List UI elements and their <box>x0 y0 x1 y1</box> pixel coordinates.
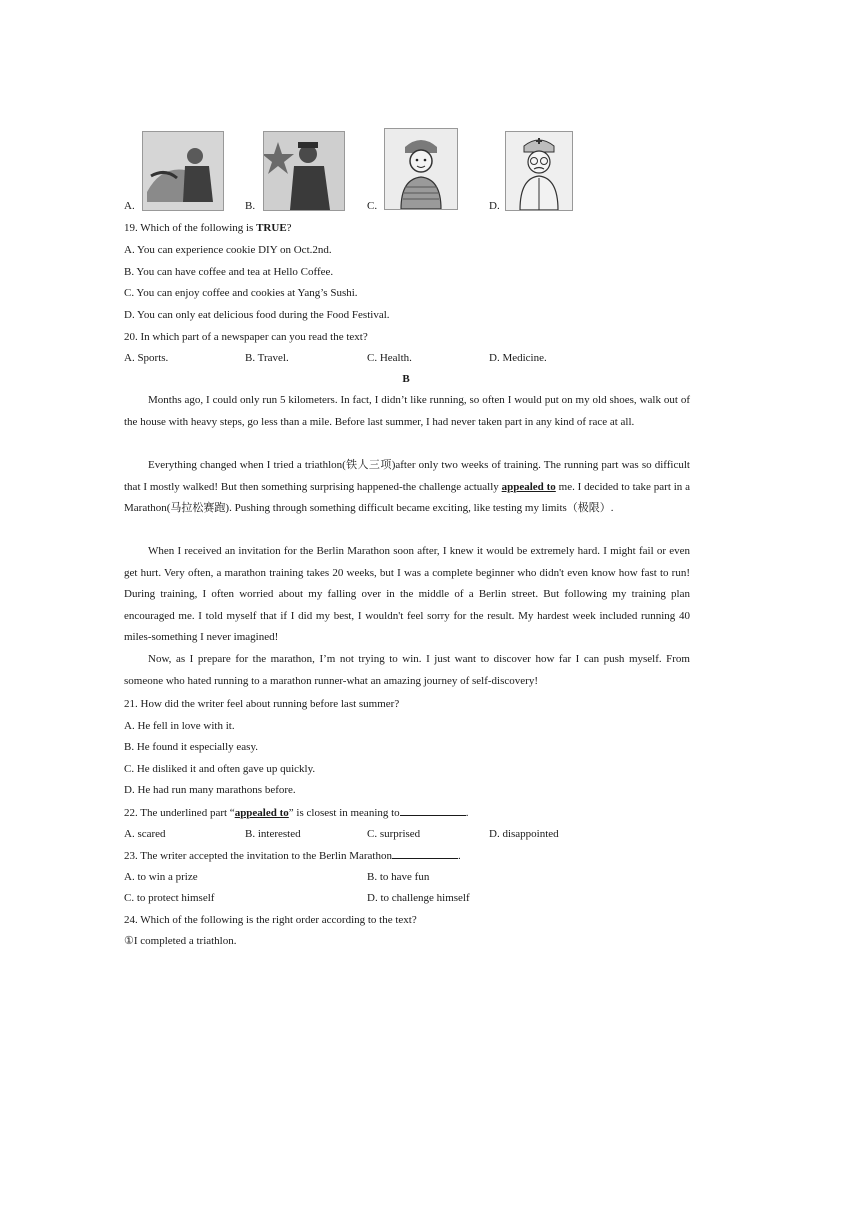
picture-c-label: C. <box>367 200 378 212</box>
q23-option-a: A. to win a prize <box>124 871 198 883</box>
question-22: 22. The underlined part “appealed to” is closest in meaning to . <box>124 807 469 819</box>
q20-option-a: A. Sports. <box>124 352 169 364</box>
q21-option-d: D. He had run many marathons before. <box>124 784 296 796</box>
girl-with-cap-illustration-icon <box>385 129 457 209</box>
answer-blank <box>392 848 458 859</box>
q22-option-d: D. disappointed <box>489 828 559 840</box>
passage-paragraph-4: Now, as I prepare for the marathon, I’m not trying to win. I just want to discover how far I can push myself. From someone who hated running to a marathon runner-what an amazing journey of self-discovery! <box>124 653 690 687</box>
q21-option-a: A. He fell in love with it. <box>124 720 235 732</box>
picture-d-label: D. <box>489 200 500 212</box>
picture-b-label: B. <box>245 200 256 212</box>
q24-item-1: ①I completed a triathlon. <box>124 935 237 947</box>
q22-option-b: B. interested <box>245 828 301 840</box>
picture-a-label: A. <box>124 200 135 212</box>
q22-option-c: C. surprised <box>367 828 421 840</box>
doctor-illustration-icon <box>506 132 572 210</box>
picture-a <box>142 131 224 211</box>
passage-paragraph-2: Everything changed when I tried a triathlon(铁人三项)after only two weeks of training. The running part was so difficult that I mostly walked! But then something surprising happened-the challenge actually appealed to me. I decided to take part in a Marathon(马拉松赛跑). Pushing through something difficult became exciting, like testing my limits（极限）. <box>124 459 690 515</box>
q19-option-a: A. You can experience cookie DIY on Oct.2nd. <box>124 244 332 256</box>
q21-option-b: B. He found it especially easy. <box>124 741 258 753</box>
q19-option-b: B. You can have coffee and tea at Hello Coffee. <box>124 266 334 278</box>
q23-option-c: C. to protect himself <box>124 892 215 904</box>
q19-option-d: D. You can only eat delicious food during the Food Festival. <box>124 309 390 321</box>
q23-option-b: B. to have fun <box>367 871 430 883</box>
picture-b <box>263 131 345 211</box>
q19-option-c: C. You can enjoy coffee and cookies at Yang’s Sushi. <box>124 287 358 299</box>
question-21: 21. How did the writer feel about running before last summer? <box>124 698 400 710</box>
question-23: 23. The writer accepted the invitation to the Berlin Marathon . <box>124 850 461 862</box>
passage-paragraph-1: Months ago, I could only run 5 kilometers. In fact, I didn’t like running, so often I would put on my old shoes, walk out of the house with heavy steps, go less than a mile. Before last summer, I had never taken part in any kind of race at all. <box>124 394 690 428</box>
q20-option-c: C. Health. <box>367 352 412 364</box>
section-b-heading: B <box>402 373 410 385</box>
underlined-phrase: appealed to <box>501 480 556 493</box>
picture-c <box>384 128 458 210</box>
q22-option-a: A. scared <box>124 828 166 840</box>
answer-blank <box>400 805 466 816</box>
q23-option-d: D. to challenge himself <box>367 892 470 904</box>
question-24: 24. Which of the following is the right order according to the text? <box>124 914 417 926</box>
question-20: 20. In which part of a newspaper can you read the text? <box>124 331 368 343</box>
passage-paragraph-3: When I received an invitation for the Berlin Marathon soon after, I knew it would be extremely hard. I might fail or even get hurt. Very often, a marathon training takes 20 weeks, but I was a complete beginner who didn't even know how fast to run! During training, I often worried about my falling over in the middle of a Berlin street. But following my training plan encouraged me. I told myself that if I did my best, I wouldn't feel sorry for the result. My hardest week included running 40 miles-something I never imagined! <box>124 545 690 644</box>
q20-option-b: B. Travel. <box>245 352 289 364</box>
q20-option-d: D. Medicine. <box>489 352 547 364</box>
police-officer-illustration-icon <box>264 132 344 210</box>
q21-option-c: C. He disliked it and often gave up quickly. <box>124 763 316 775</box>
picture-d <box>505 131 573 211</box>
question-19: 19. Which of the following is TRUE? <box>124 222 292 234</box>
driver-illustration-icon <box>143 132 223 210</box>
